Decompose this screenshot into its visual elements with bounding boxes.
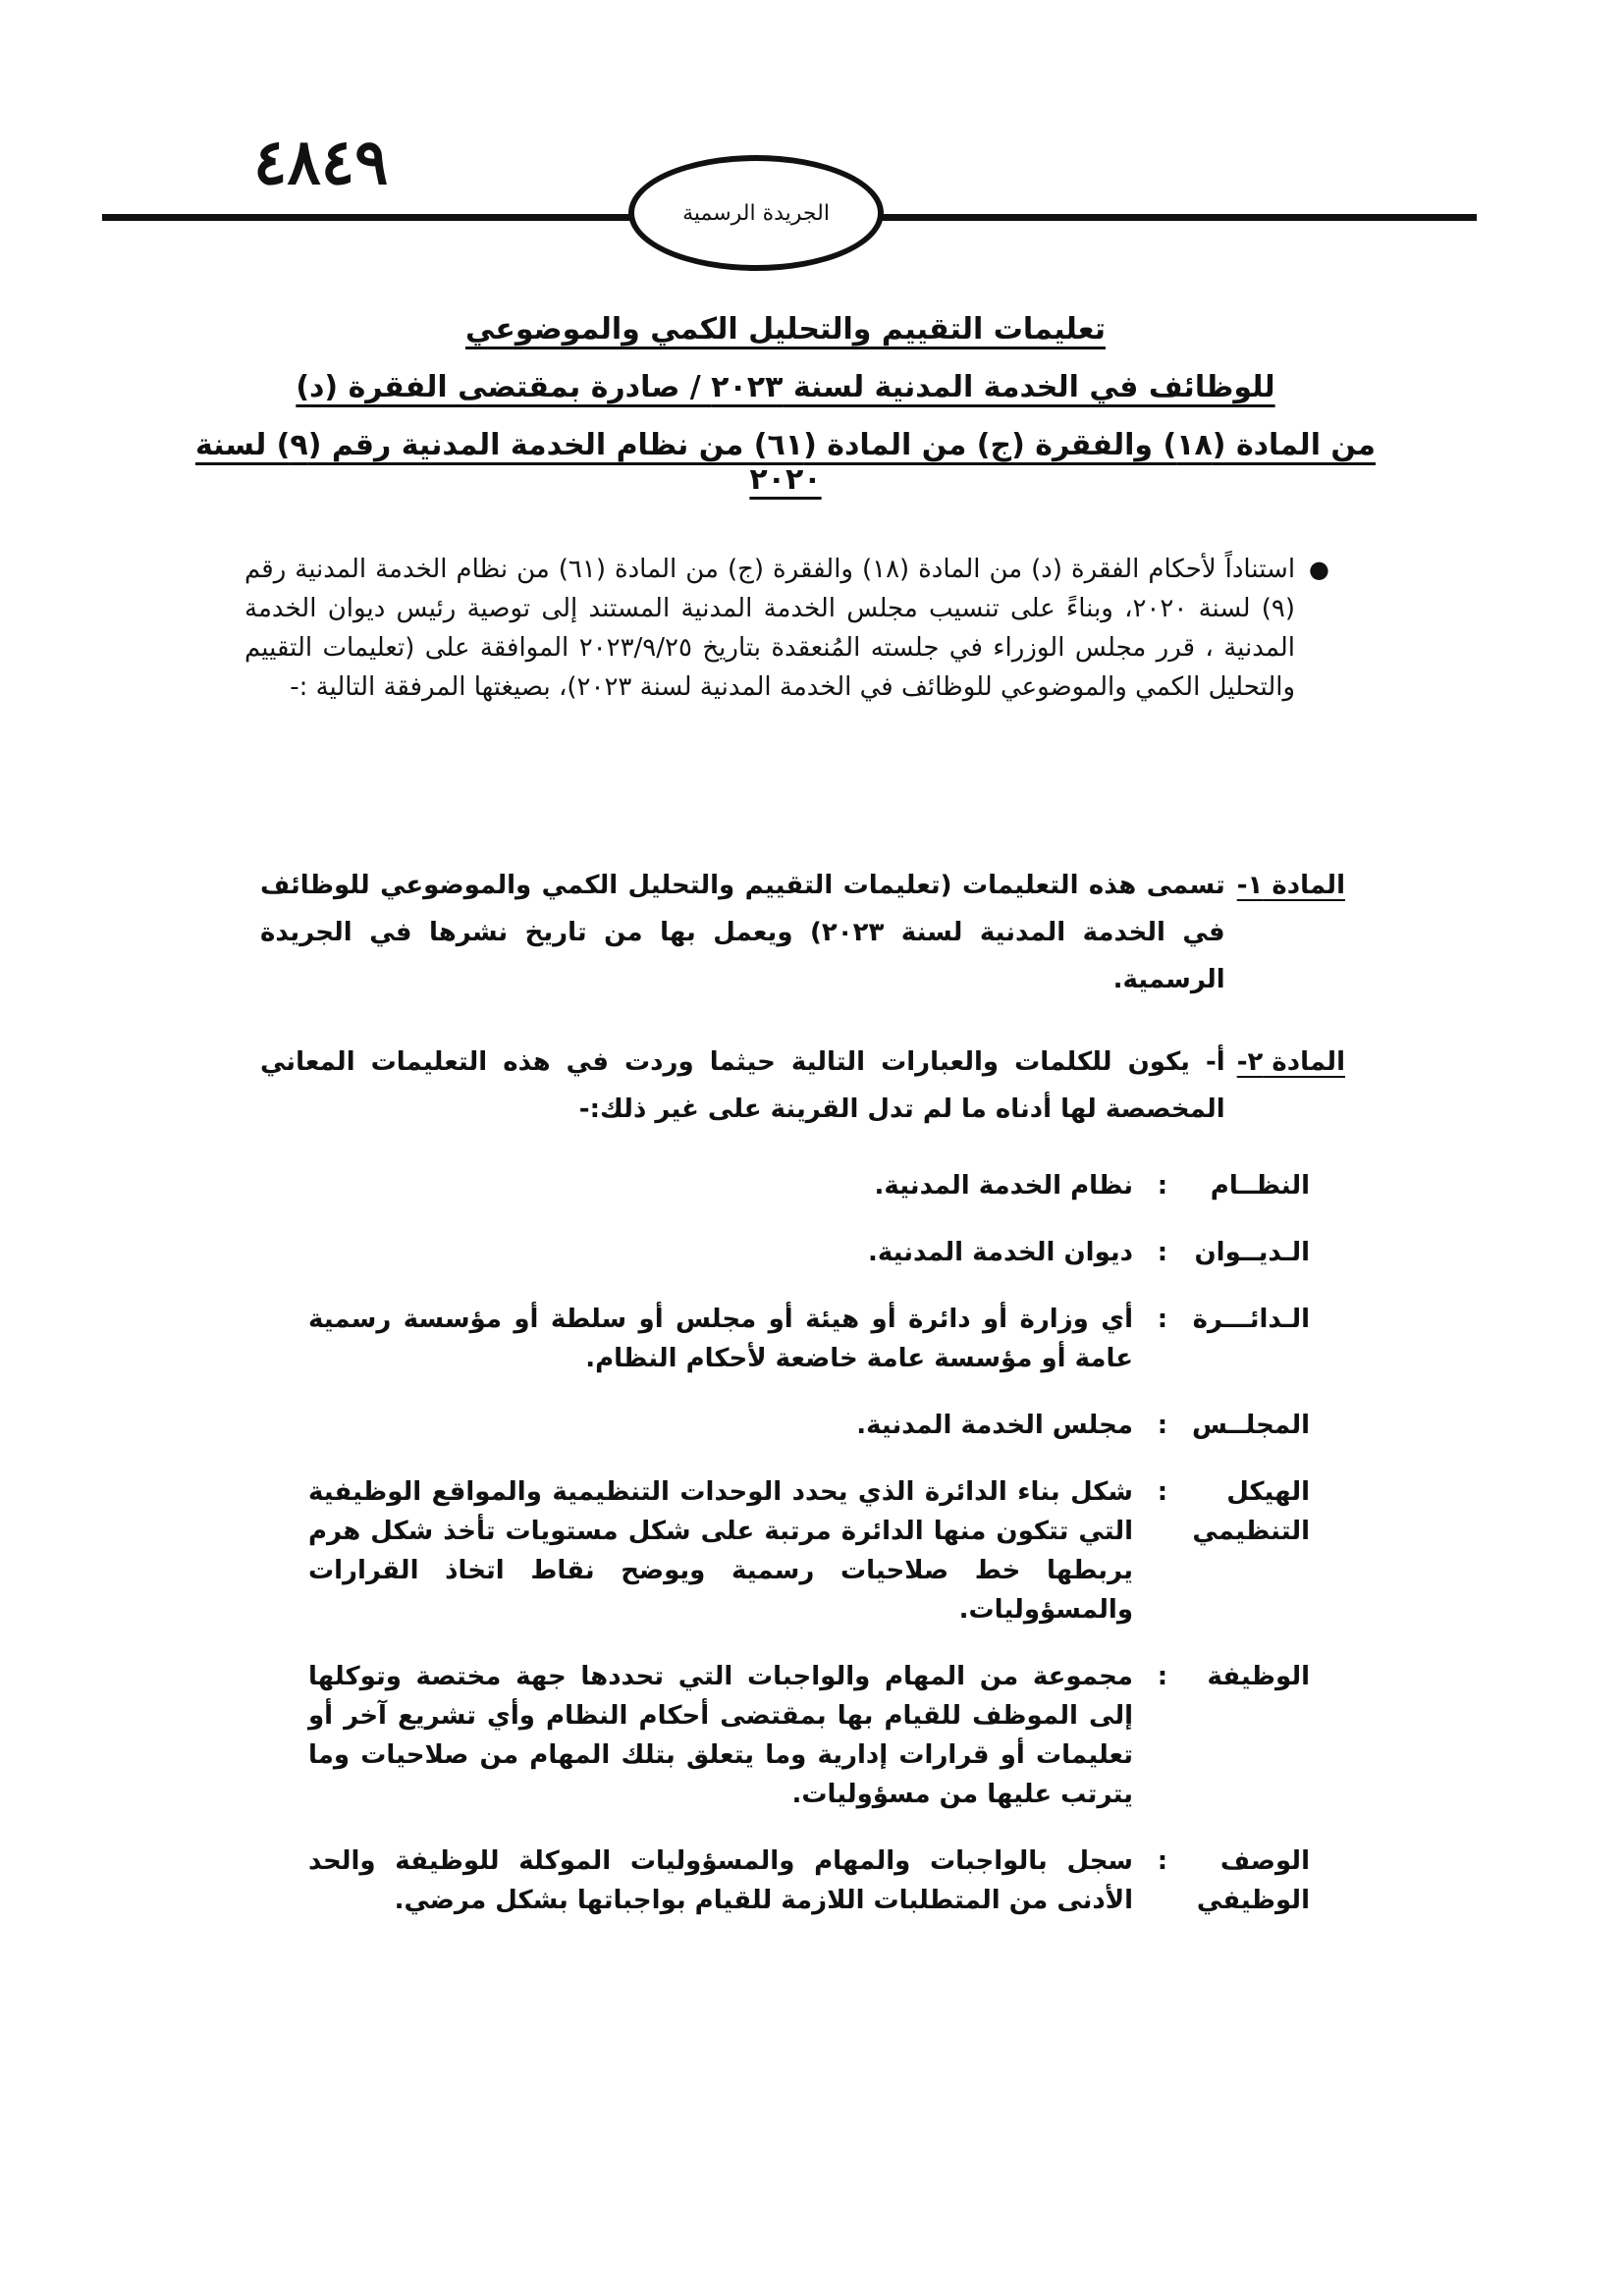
bullet-icon: ● [1309,556,1329,583]
definition-text: مجموعة من المهام والواجبات التي تحددها جهة مختصة وتوكلها إلى الموظف للقيام بها بمقتضى أحكام النظام وأي تشريع آخر أو تعليمات أو قرارات إدارية وما يتعلق بتلك المهام من صلاحيات وما يترتب عليها من مسؤوليات. [308,1662,1133,1809]
gazette-header-oval [628,155,884,271]
gazette-label: الجريدة الرسمية [682,200,830,226]
definition-colon: : [1157,1238,1168,1267]
title-line-3: من المادة (١٨) والفقرة (ج) من المادة (٦١) من نظام الخدمة المدنية رقم (٩) لسنة ٢٠٢٠ [194,428,1376,497]
definition-text: أي وزارة أو دائرة أو هيئة أو مجلس أو سلطة أو مؤسسة رسمية عامة أو مؤسسة عامة خاضعة لأحكام النظام. [308,1305,1133,1373]
definition-text: مجلس الخدمة المدنية. [856,1411,1133,1440]
definition-row [289,1657,1310,1814]
definition-term: الـدائـــرة [1192,1305,1310,1334]
definition-row [289,1842,1310,1920]
article-2-label: المادة ٢- [1236,1047,1345,1077]
preamble-text: استناداً لأحكام الفقرة (د) من المادة (١٨) والفقرة (ج) من المادة (٦١) من نظام الخدمة المدنية رقم (٩) لسنة ٢٠٢٠، وبناءً على تنسيب مجلس الخدمة المدنية المستند إلى توصية رئيس ديوان الخدمة المدنية ، قرر مجلس الوزراء في جلسته المُنعقدة بتاريخ ٢٠٢٣/٩/٢٥ الموافقة على (تعليمات التقييم والتحليل الكمي والموضوعي للوظائف في الخدمة المدنية لسنة ٢٠٢٣)، بصيغتها المرفقة التالية :- [244,555,1296,702]
page-number: ٤٨٤٩ [253,126,389,199]
definition-colon: : [1157,1662,1168,1691]
definition-colon: : [1157,1305,1168,1334]
definition-term: الوصف الوظيفي [1196,1846,1310,1915]
definition-term: النظــام [1210,1171,1310,1201]
definition-colon: : [1157,1411,1168,1440]
definition-row [289,1166,1310,1205]
definition-colon: : [1157,1846,1168,1876]
definition-row [289,1233,1310,1272]
article-1-label: المادة ١- [1236,871,1345,900]
article-1-text: تسمى هذه التعليمات (تعليمات التقييم والتحليل الكمي والموضوعي للوظائف في الخدمة المدنية لسنة ٢٠٢٣) ويعمل بها من تاريخ نشرها في الجريدة الرسمية. [260,871,1225,994]
title-line-2: للوظائف في الخدمة المدنية لسنة ٢٠٢٣ / صادرة بمقتضى الفقرة (د) [296,370,1275,404]
definition-row [289,1300,1310,1378]
definition-colon: : [1157,1477,1168,1507]
definition-text: شكل بناء الدائرة الذي يحدد الوحدات التنظيمية والمواقع الوظيفية التي تتكون منها الدائرة مرتبة على شكل مستويات تأخذ شكل هرم يربطها خط صلاحيات رسمية ويوضح نقاط اتخاذ القرارات والمسؤوليات. [308,1477,1133,1625]
definition-text: نظام الخدمة المدنية. [874,1171,1133,1201]
definition-text: سجل بالواجبات والمهام والمسؤوليات الموكلة للوظيفة والحد الأدنى من المتطلبات اللازمة للقيام بواجباتها بشكل مرضي. [308,1846,1133,1915]
definition-colon: : [1157,1171,1168,1201]
definition-row [289,1406,1310,1445]
article-1 [260,862,1345,1003]
definition-row [289,1472,1310,1629]
article-2 [260,1039,1345,1133]
title-line-1: تعليمات التقييم والتحليل الكمي والموضوعي [465,312,1106,347]
definition-term: الهيكل التنظيمي [1192,1477,1310,1546]
document-title [177,312,1394,520]
definition-term: المجلــس [1192,1411,1310,1440]
preamble [244,550,1329,707]
definition-text: ديوان الخدمة المدنية. [867,1238,1133,1267]
definition-term: الوظيفة [1207,1662,1310,1691]
article-2-text: أ- يكون للكلمات والعبارات التالية حيثما وردت في هذه التعليمات المعاني المخصصة لها أدناه ما لم تدل القرينة على غير ذلك:- [260,1047,1225,1124]
definition-term: الـديــوان [1194,1238,1310,1267]
definitions-list [289,1166,1310,1948]
